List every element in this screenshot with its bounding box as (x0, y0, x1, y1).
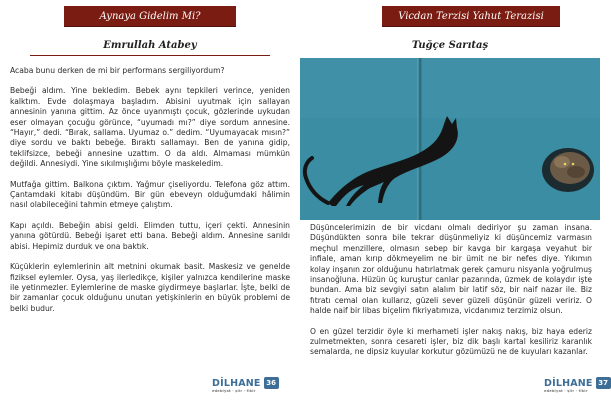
right-footer (544, 373, 611, 393)
magazine-logo (544, 377, 593, 393)
left-paragraph: Küçüklerin eylemlerinin alt metnini okumak basit. Maskesiz ve genelde fiziksel eylemler. Oysa, yaş ilerledikçe, kişiler yalnızca kendilerine maske ile yetinmezler. Eylemlerine de maske giydirmeye başlarlar. İşte, belki de bir zamanlar çocuk olduğunu unutan yetişkinlerin en büyük problemi de belki budur. (10, 262, 290, 313)
cat-photo-illustration (300, 58, 600, 220)
left-banner-title: Aynaya Gidelim Mi? (64, 6, 236, 26)
left-paragraph: Acaba bunu derken de mi bir performans sergiliyordum? (10, 66, 225, 75)
right-paragraph: Düşüncelerimizin de bir vicdanı olmalı dediriyor şu zaman insana. Düşündükten sonra bile tekrar düşünmeliyiz ki düşüncemiz varmasın meçhul menzillere, olmasın sebep bir kavga bir kargaşa veyahut bir infiale, aman kırıp dökmeyelim ne bir ümit ne bir nefes diye. Yıkımın kolay inşanın zor olduğunu hatırlatmak gerek çamuru nisyanla yoğrulmuş insanoğluna. Hüzün üç kuruştur canlar pazarında, üzmek de kolaydır işte bundan. Ama biz sevgiyi satın alalım bir latif söz, bir naif nazar ile. Biz fıtratı cemal olan kullarız, güzeli sever güzeli düşünür güzeli veririz. O halde naif bir libas biçelim fikriyatımıza, vicdanımız terzimiz olsun. (310, 223, 592, 316)
right-author-name: Tuğçe Sarıtaş (411, 39, 489, 51)
left-article-body (10, 66, 290, 324)
left-footer (212, 373, 279, 393)
logo-text: DİLHANE (212, 377, 261, 389)
right-paragraph: O en güzel terzidir öyle ki merhameti işler nakış nakış, biz haya ederiz zulmetmekten, sonra cesareti işler, biz dik başlı kartal kesiliriz karanlık semalarda, ne dipsiz kuyular korkutur gözümüzü ne de kuyuları kazanlar. (310, 326, 592, 357)
left-page (0, 0, 301, 400)
page-number: 37 (596, 377, 611, 389)
left-paragraph: Bebeği aldım. Yine bekledim. Bebek aynı tepkileri verince, yeniden kalktım. Evde dolaşmaya başladım. Abisini uyutmak için sallayan annesinin yanına gittim. Az önce uyanmıştı çocuk, gözlerinde uykudan eser olmayan çocuğu görünce, “uyumadı mı?” diye sordum annesine. “Hayır,” dedi. “Bırak, sallama. Uyumaz o.” dedim. “Uyumayacak mısın?” diye sordu ve baktı bebeğe. Bıraktı sallamayı. Ben de yanına gidip, teklifsizce, bebeği annesine uzattım. O da aldı. Almaması mümkün değildi. Annesiydi. Yine sıkılmışlığımı böyle maskeledim. (10, 86, 290, 169)
left-author-name: Emrullah Atabey (103, 39, 197, 51)
logo-text: DİLHANE (544, 377, 593, 389)
right-article-body (310, 223, 592, 368)
left-paragraph: Mutfağa gittim. Balkona çıktım. Yağmur çiseliyordu. Telefona göz attım. Çantamdaki kitabı düşündüm. Bir gün ebeveyn olduğumdaki hâlimin nasıl olabileceğini tahmin etmeye çalıştım. (10, 179, 290, 210)
cat-photo (300, 58, 600, 220)
right-page (300, 0, 608, 400)
left-divider (30, 55, 270, 56)
logo-tagline: edebiyat · şiir · fikir (212, 388, 256, 393)
left-paragraph: Kapı açıldı. Bebeğin abisi geldi. Elimden tuttu, içeri çekti. Annesinin yanına götürdü. Bebeği işaret etti bana. Bebeği aldım. Annesine sarıldı abisi. Hepimiz durduk ve ona baktık. (10, 220, 290, 251)
logo-tagline: edebiyat · şiir · fikir (544, 388, 588, 393)
right-banner-title: Vicdan Terzisi Yahut Terazisi (382, 6, 560, 26)
magazine-logo (212, 377, 261, 393)
page-number: 36 (264, 377, 279, 389)
